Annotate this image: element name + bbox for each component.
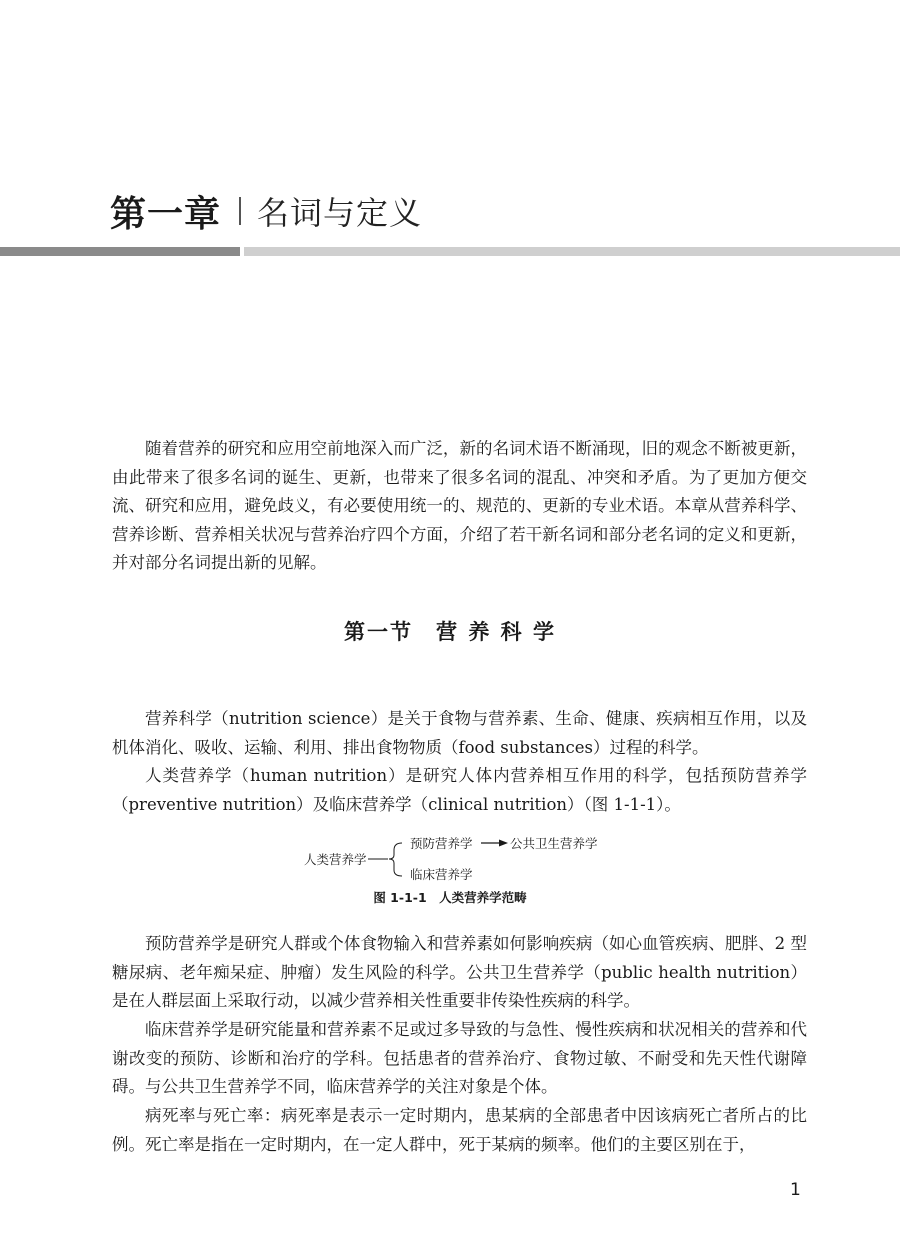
- chapter-title: 名词与定义: [257, 194, 423, 232]
- paragraph-clinical-nutrition: 临床营养学是研究能量和营养素不足或过多导致的与急性、慢性疾病和状况相关的营养和代谢改变的预防、诊断和治疗的学科。包括患者的营养治疗、食物过敏、不耐受和先天性代谢障碍。与公共卫生营养学不同，临床营养学的关注对象是个体。: [112, 1020, 807, 1096]
- header-rule-dark: [0, 247, 240, 256]
- figure-branch-bottom-label: 临床营养学: [410, 867, 473, 882]
- chapter-separator: [239, 197, 241, 225]
- chapter-header: [110, 186, 422, 236]
- chapter-number: 第一章: [110, 193, 222, 235]
- figure-1-1-1: [0, 830, 900, 910]
- section-title: 第一节 营 养 科 学: [344, 619, 556, 644]
- branch-brace: [389, 843, 402, 876]
- intro-paragraph: 随着营养的研究和应用空前地深入而广泛，新的名词术语不断涌现，旧的观念不断被更新，由此带来了很多名词的诞生、更新，也带来了很多名词的混乱、冲突和矛盾。为了更加方便交流、研究和应用，避免歧义，有必要使用统一的、规范的、更新的专业术语。本章从营养科学、营养诊断、营养相关状况与营养治疗四个方面，介绍了若干新名词和部分老名词的定义和更新，并对部分名词提出新的见解。: [112, 439, 807, 572]
- figure-branch-top-target-label: 公共卫生营养学: [510, 836, 598, 851]
- figure-branch-top-label: 预防营养学: [410, 836, 473, 851]
- paragraph-preventive-nutrition: 预防营养学是研究人群或个体食物输入和营养素如何影响疾病（如心血管疾病、肥胖、2 型糖尿病、老年痴呆症、肿瘤）发生风险的科学。公共卫生营养学（public health nutrition）是在人群层面上采取行动，以减少营养相关性重要非传染性疾病的科学。: [112, 934, 807, 1010]
- branch-arrow-head: [499, 840, 508, 847]
- figure-root-label: 人类营养学: [304, 852, 367, 867]
- header-rule-light: [244, 247, 900, 256]
- paragraph-human-nutrition: 人类营养学（human nutrition）是研究人体内营养相互作用的科学，包括预防营养学（preventive nutrition）及临床营养学（clinical nutrition）（图 1-1-1）。: [112, 766, 807, 814]
- paragraph-mortality: 病死率与死亡率：病死率是表示一定时期内，患某病的全部患者中因该病死亡者所占的比例。死亡率是指在一定时期内，在一定人群中，死于某病的频率。他们的主要区别在于，: [112, 1106, 807, 1154]
- figure-caption: 图 1-1-1 人类营养学范畴: [373, 890, 527, 905]
- paragraph-nutrition-science: 营养科学（nutrition science）是关于食物与营养素、生命、健康、疾病相互作用，以及机体消化、吸收、运输、利用、排出食物物质（food substances）过程的科学。: [112, 709, 807, 757]
- page-number: 1: [790, 1180, 801, 1200]
